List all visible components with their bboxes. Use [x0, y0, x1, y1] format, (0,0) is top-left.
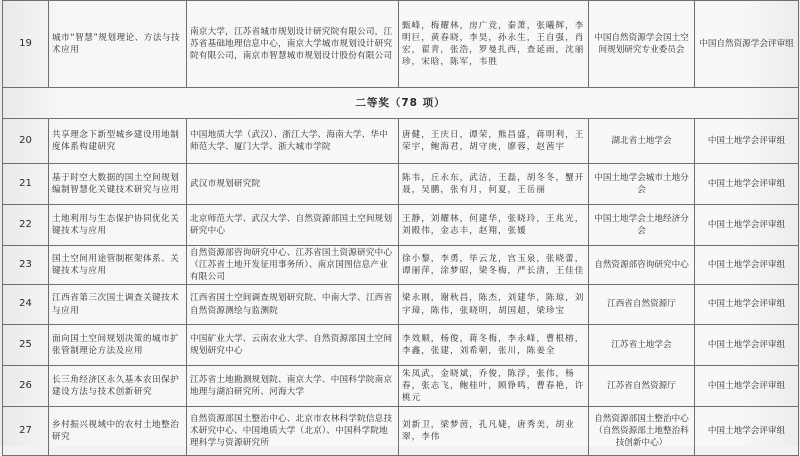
section-title: 二等奖（78 项） — [3, 88, 799, 119]
completing-units: 中国矿业大学、云南农业大学、自然资源部国土空间规划研究中心 — [187, 325, 399, 366]
completing-units: 江苏省土地勘测规划院、南京大学、中国科学院南京地理与湖泊研究所、河海大学 — [187, 366, 399, 407]
recommender: 中国土地学会土地经济分会 — [589, 205, 695, 246]
recommender: 江西省自然资源厅 — [589, 285, 695, 325]
completing-units: 自然资源部国土整治中心、北京市农林科学院信息技术研究中心、中国地质大学（北京）、中国科学院地理科学与资源研究所 — [187, 407, 399, 456]
project-name: 共享理念下新型城乡建设用地制度体系构建研究 — [49, 119, 187, 164]
completing-people: 刘新卫，梁梦茵，孔凡婕，唐秀美，胡业翠，李伟 — [399, 407, 589, 456]
project-name: 基于时空大数据的国土空间规划编制智慧化关键技术研究与应用 — [49, 164, 187, 205]
expert-group: 中国自然资源学会评审组 — [695, 1, 799, 88]
recommender: 江苏省自然资源厅 — [589, 366, 695, 407]
completing-people: 徐小黎，李勇，毕云龙，宫玉泉，张晓蕾，谭丽萍，涂梦昭，梁冬梅，严长清，王佳佳 — [399, 246, 589, 285]
completing-people: 陈韦，丘永东，武洁，王磊，胡冬冬，蟹开聂，吴鹏，张有月，何夏，王岳丽 — [399, 164, 589, 205]
completing-units: 北京师范大学、武汉大学、自然资源部国土空间规划研究中心 — [187, 205, 399, 246]
row-number: 23 — [3, 246, 49, 285]
completing-people: 王静，刘耀林，何建华，张晓玲，王兆光，刘殿伟，金志丰，赵翔，张媛 — [399, 205, 589, 246]
project-name: 国土空间用途管制框架体系、关键技术与应用 — [49, 246, 187, 285]
table-row — [3, 366, 799, 407]
completing-people: 唐健，王庆日，谭荣，熊昌盛，蒋明利，王荣宇，鲍海君，胡守庚，廖蓉，赵茜宇 — [399, 119, 589, 164]
expert-group: 中国土地学会评审组 — [695, 325, 799, 366]
project-name: 城市“智慧”规划理论、方法与技术应用 — [49, 1, 187, 88]
table-row — [3, 285, 799, 325]
expert-group: 中国土地学会评审组 — [695, 246, 799, 285]
expert-group: 中国土地学会评审组 — [695, 119, 799, 164]
completing-units: 江西省国土空间调查规划研究院、中南大学、江西省自然资源测绘与监测院 — [187, 285, 399, 325]
expert-group: 中国土地学会评审组 — [695, 164, 799, 205]
completing-units: 南京大学，江苏省城市规划设计研究院有限公司，江苏省基础地理信息中心，南京大学城市规划设计研究院有限公司，南京市智慧城市规划设计股份有限公司 — [187, 1, 399, 88]
expert-group: 中国土地学会评审组 — [695, 285, 799, 325]
awards-table — [2, 0, 799, 456]
table-row — [3, 407, 799, 456]
table-row — [3, 325, 799, 366]
recommender: 湖北省土地学会 — [589, 119, 695, 164]
expert-group: 中国土地学会评审组 — [695, 366, 799, 407]
table-row — [3, 164, 799, 205]
expert-group: 中国土地学会评审组 — [695, 407, 799, 456]
recommender: 中国土地学会城市土地分会 — [589, 164, 695, 205]
recommender: 江苏省土地学会 — [589, 325, 695, 366]
completing-units: 自然资源部咨询研究中心、江苏省国土资源研究中心（江苏省土地开发征用事务所）、南京国图信息产业有限公司 — [187, 246, 399, 285]
completing-people: 李效顺，杨俊，蒋冬梅，李永峰，曹根榕，李鑫，张建，刘希朝，张川，陈姜全 — [399, 325, 589, 366]
row-number: 20 — [3, 119, 49, 164]
table-row — [3, 119, 799, 164]
project-name: 土地利用与生态保护协同优化关键技术与应用 — [49, 205, 187, 246]
row-number: 19 — [3, 1, 49, 88]
project-name: 乡村振兴视域中的农村土地整治研究 — [49, 407, 187, 456]
expert-group: 中国土地学会评审组 — [695, 205, 799, 246]
recommender: 自然资源部国土整治中心（自然资源部土地整治科技创新中心） — [589, 407, 695, 456]
recommender: 中国自然资源学会国土空间规划研究专业委员会 — [589, 1, 695, 88]
row-number: 27 — [3, 407, 49, 456]
table-row — [3, 205, 799, 246]
completing-people: 朱凤武，金晓斌，乔俊，陈浮，张伟，杨春，张志飞，鲍桂叶，顾铮鸣，曹春艳，许桃元 — [399, 366, 589, 407]
section-header-row — [3, 88, 799, 119]
table-row — [3, 1, 799, 88]
row-number: 26 — [3, 366, 49, 407]
table-row — [3, 246, 799, 285]
row-number: 22 — [3, 205, 49, 246]
project-name: 面向国土空间规划决策的城市扩张管制理论方法及应用 — [49, 325, 187, 366]
recommender: 自然资源部咨询研究中心 — [589, 246, 695, 285]
completing-people: 甄峰，梅耀林，房广竞，秦萧，张曦辉，李明巨，黄春晓，李昊，孙永生，王自强，肖宏，翟青，张浩，罗曼扎西，查延雨，沈丽珍，宋晗，陈军，韦胜 — [399, 1, 589, 88]
completing-units: 武汉市规划研究院 — [187, 164, 399, 205]
row-number: 21 — [3, 164, 49, 205]
row-number: 24 — [3, 285, 49, 325]
project-name: 江西省第三次国土调查关键技术与应用 — [49, 285, 187, 325]
project-name: 长三角经济区永久基本农田保护建设方法与技术创新研究 — [49, 366, 187, 407]
row-number: 25 — [3, 325, 49, 366]
completing-people: 梁永刚，谢秋昌，陈杰，刘建华，陈琼，刘宇璋，陈伟，张晓明，胡国超，梁珍宝 — [399, 285, 589, 325]
completing-units: 中国地质大学（武汉）、浙江大学、海南大学、华中师范大学、厦门大学、浙大城市学院 — [187, 119, 399, 164]
